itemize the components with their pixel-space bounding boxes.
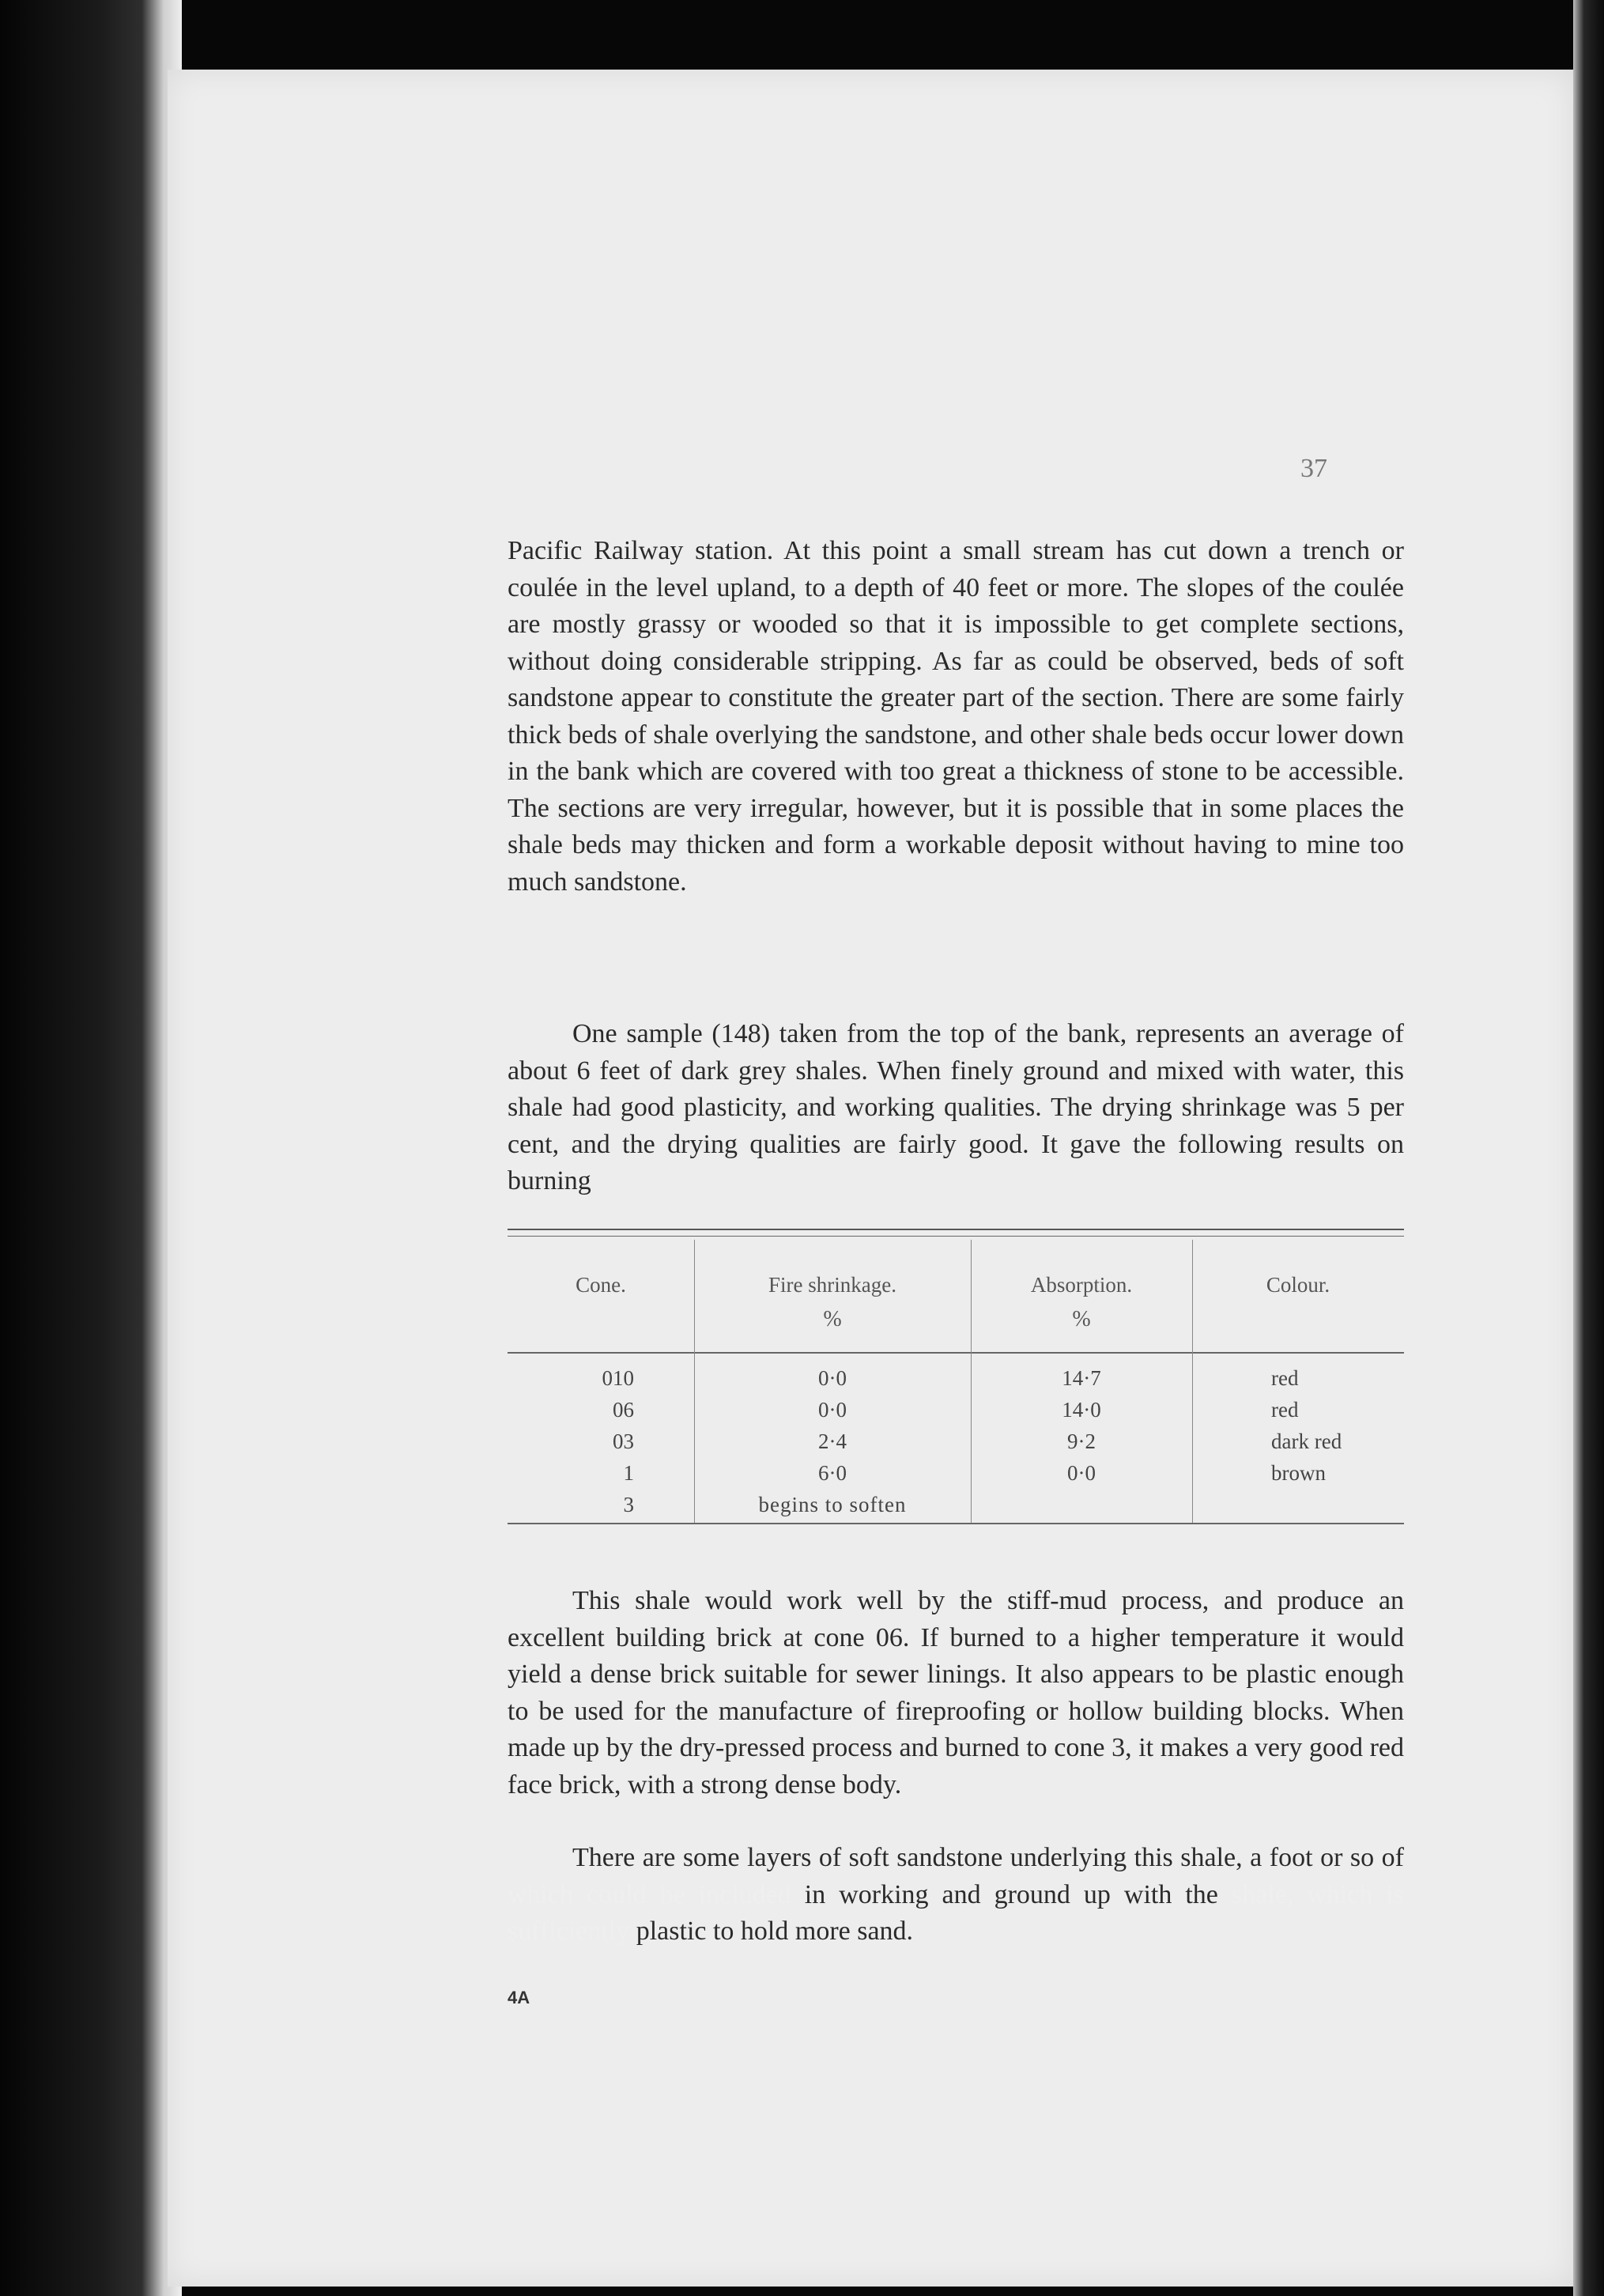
cell-fire-shrinkage: 2·4: [818, 1429, 847, 1453]
table-header-absorption: [971, 1273, 1192, 1332]
paragraph-4-faded-text: shale, which is sufficiently: [508, 1879, 1404, 1946]
paragraph-3: This shale would work well by the stiff-mud process, and produce an excellent building brick at cone 06. If burned to a higher temperature it would yield a dense brick suitable for sewer linings. It also appears to be plastic enough to be used for the manufacture of fireproofing or hollow building blocks. When made up by the dry-pressed process and burned to cone 3, it makes a very good red face brick, with a strong dense body.: [508, 1586, 1404, 1799]
header-unit: %: [1072, 1307, 1091, 1331]
paragraph-4-faded-text: which could be included: [508, 1879, 805, 1909]
book-page: [168, 70, 1573, 2287]
cell-absorption: 9·2: [1067, 1429, 1096, 1453]
cell-cone: 3: [623, 1493, 634, 1516]
header-label: Fire shrinkage.: [768, 1273, 896, 1297]
table-row: [508, 1398, 1404, 1429]
header-label: Colour.: [1266, 1273, 1330, 1297]
cell-cone: 010: [602, 1366, 634, 1390]
header-unit: %: [823, 1307, 842, 1331]
table-row: [508, 1429, 1404, 1461]
cell-fire-shrinkage: 0·0: [818, 1398, 847, 1422]
table-rule-top: [508, 1229, 1404, 1230]
cell-fire-shrinkage: 0·0: [818, 1366, 847, 1390]
header-label: Absorption.: [1030, 1273, 1133, 1297]
paragraph-1: Pacific Railway station. At this point a small stream has cut down a trench or coulée in the level upland, to a depth of 40 feet or more. The slopes of the coulée are mostly grassy or wooded so that it is impossible to get complete sections, without doing considerable stripping. As far as could be observed, beds of soft sandstone appear to constitute the greater part of the section. There are some fairly thick beds of shale overlying the sandstone, and other shale beds occur lower down in the bank which are covered with too great a thickness of stone to be accessible. The sections are very irregular, however, but it is possible that in some places the shale beds may thicken and form a workable deposit without having to mine too much sandstone.: [508, 536, 1404, 897]
cell-colour: dark red: [1271, 1429, 1342, 1453]
table-rule-top-inner: [508, 1236, 1404, 1237]
cell-absorption: 14·7: [1062, 1366, 1101, 1390]
printer-signature: 4A: [508, 1988, 530, 2007]
table-row: [508, 1461, 1404, 1493]
table-header-cone: [508, 1273, 694, 1297]
cell-note: begins to soften: [758, 1493, 907, 1516]
paragraph-4-text: in working and ground up with the: [804, 1879, 1218, 1909]
cell-cone: 1: [623, 1461, 634, 1485]
page-edge-right: [1573, 0, 1604, 2296]
book-spine-edge: [0, 0, 182, 2296]
cell-cone: 03: [613, 1429, 634, 1453]
cell-cone: 06: [613, 1398, 634, 1422]
table-header-colour: [1192, 1273, 1404, 1297]
table-row: [508, 1366, 1404, 1398]
paragraph-4-text: There are some layers of soft sandstone underlying this shale, a foot or so of: [572, 1843, 1404, 1872]
cell-fire-shrinkage: 6·0: [818, 1461, 847, 1485]
cell-colour: red: [1271, 1366, 1299, 1390]
page-number: 37: [1300, 454, 1327, 483]
table-header-fire-shrinkage: [694, 1273, 971, 1332]
paragraph-2: One sample (148) taken from the top of the bank, represents an average of about 6 feet of dark grey shales. When finely ground and mixed with water, this shale had good plasticity, and working qualities. The drying shrinkage was 5 per cent, and the drying qualities are fairly good. It gave the following results on burning: [508, 1019, 1404, 1195]
table-row: [508, 1493, 1404, 1524]
header-label: Cone.: [576, 1273, 626, 1297]
cell-colour: brown: [1271, 1461, 1326, 1485]
paragraph-4: [508, 1840, 1404, 1950]
cell-colour: red: [1271, 1398, 1299, 1422]
table-rule-header: [508, 1352, 1404, 1354]
cell-absorption: 0·0: [1067, 1461, 1096, 1485]
cell-absorption: 14·0: [1062, 1398, 1101, 1422]
burning-results-table: [508, 1229, 1404, 1529]
paragraph-4-text: plastic to hold more sand.: [636, 1916, 914, 1946]
